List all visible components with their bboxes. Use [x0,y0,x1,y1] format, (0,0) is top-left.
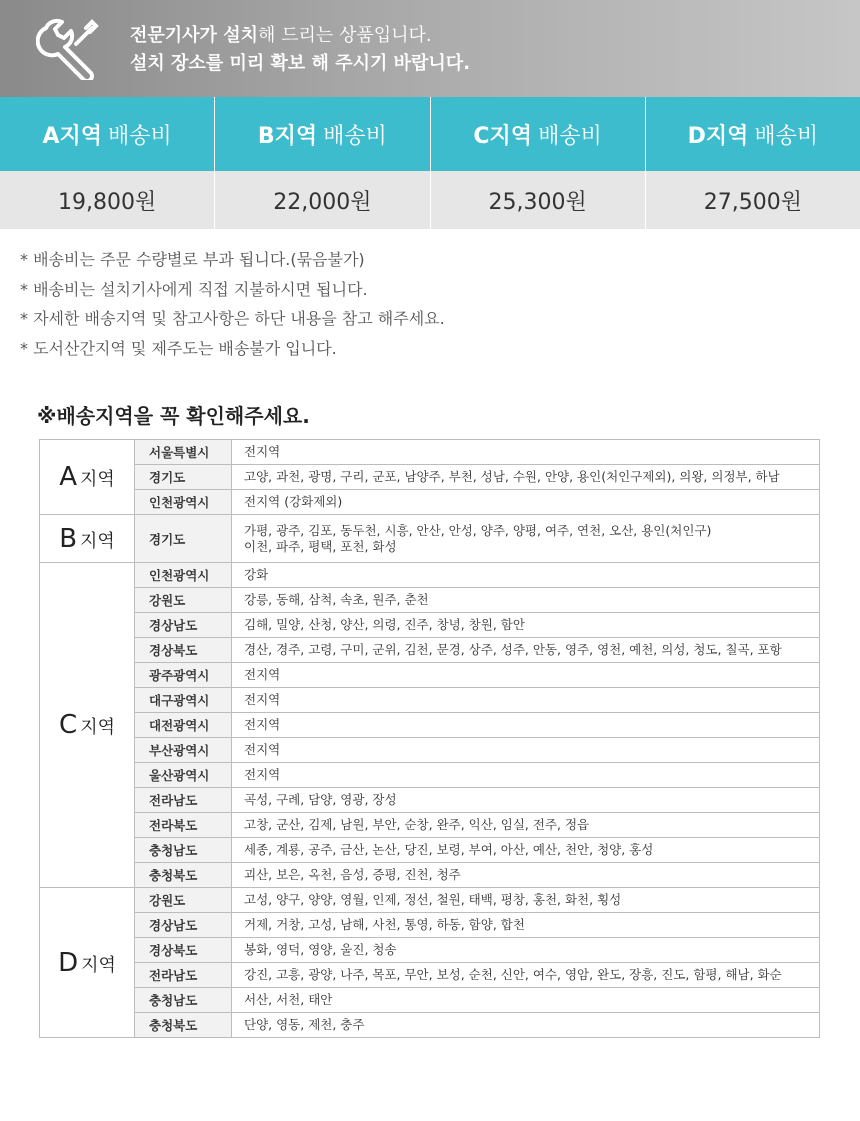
table-row [40,490,820,515]
area-text: 전지역 [244,667,281,682]
area-cell [232,838,820,863]
area-cell [232,813,820,838]
area-text: 전지역 [244,717,281,732]
area-cell [232,613,820,638]
area-text: 고양, 과천, 광명, 구리, 군포, 남양주, 부천, 성남, 수원, 안양, 용인(처인구제외), 의왕, 의정부, 하남 [244,469,780,484]
install-notice-banner [0,0,860,97]
table-row [40,588,820,613]
area-text: 경산, 경주, 고령, 구미, 군위, 김천, 문경, 상주, 성주, 안동, 영주, 영천, 예천, 의성, 청도, 칠곡, 포항 [244,642,782,657]
area-cell [232,763,820,788]
area-cell [232,663,820,688]
table-row [40,788,820,813]
province-cell: 대구광역시 [135,688,232,713]
province-cell: 경기도 [135,465,232,490]
area-cell [232,863,820,888]
table-row [40,1013,820,1038]
area-text: 강릉, 동해, 삼척, 속초, 원주, 춘천 [244,592,429,607]
fee-value-a: 19,800원 [0,171,215,229]
table-row [40,638,820,663]
zone-suffix: 지역 [80,530,115,552]
note-item: * 도서산간지역 및 제주도는 배송불가 입니다. [20,338,337,358]
area-cell [232,440,820,465]
area-text: 봉화, 영덕, 영양, 울진, 청송 [244,942,397,957]
area-text: 강진, 고흥, 광양, 나주, 목포, 무안, 보성, 순천, 신안, 여수, 영암, 완도, 장흥, 진도, 함평, 해남, 화순 [244,967,782,982]
province-cell: 광주광역시 [135,663,232,688]
area-cell [232,738,820,763]
table-row [40,888,820,913]
table-row [40,440,820,465]
table-row [40,963,820,988]
table-row [40,613,820,638]
area-cell [232,788,820,813]
area-cell [232,963,820,988]
province-cell: 인천광역시 [135,490,232,515]
table-row [40,988,820,1013]
area-text: 괴산, 보은, 옥천, 음성, 증평, 진천, 청주 [244,867,461,882]
area-text: 이천, 파주, 평택, 포천, 화성 [244,538,397,554]
area-text: 고창, 군산, 김제, 남원, 부안, 순창, 완주, 익산, 임실, 전주, 정읍 [244,817,590,832]
province-cell: 울산광역시 [135,763,232,788]
table-row [40,863,820,888]
province-cell: 충청북도 [135,1013,232,1038]
area-text: 서산, 서천, 태안 [244,992,333,1007]
province-cell: 경상북도 [135,638,232,663]
province-cell: 전라남도 [135,963,232,988]
province-cell: 인천광역시 [135,563,232,588]
area-text: 전지역 [244,742,281,757]
area-cell [232,490,820,515]
delivery-region-table [39,439,820,1038]
fee-header-b: B지역 배송비 [215,97,430,171]
zone-suffix: 지역 [80,469,115,490]
area-text: 강화 [244,567,269,582]
area-text: 전지역 [244,767,281,782]
province-cell: 충청남도 [135,838,232,863]
area-text: 곡성, 구례, 담양, 영광, 장성 [244,792,397,807]
province-cell: 경상남도 [135,613,232,638]
zone-label-b [40,515,135,563]
zone-label-d [40,888,135,1038]
province-cell: 전라북도 [135,813,232,838]
province-cell: 부산광역시 [135,738,232,763]
zone-label-c [40,563,135,888]
province-cell: 경상남도 [135,913,232,938]
area-text: 전지역 [244,444,281,459]
province-cell: 경상북도 [135,938,232,963]
table-row [40,465,820,490]
area-cell [232,588,820,613]
area-text: 거제, 거창, 고성, 남해, 사천, 통영, 하동, 함양, 합천 [244,917,525,932]
fee-header-row [0,97,860,171]
area-cell [232,988,820,1013]
area-cell [232,688,820,713]
province-cell: 서울특별시 [135,440,232,465]
fee-header-c: C지역 배송비 [431,97,646,171]
table-row [40,738,820,763]
table-row [40,515,820,563]
area-text: 전지역 [244,692,281,707]
shipping-notes [20,245,445,363]
area-text: 가평, 광주, 김포, 동두천, 시흥, 안산, 안성, 양주, 양평, 여주, 연천, 오산, 용인(처인구) [244,522,712,538]
province-cell: 대전광역시 [135,713,232,738]
note-item: * 배송비는 설치기사에게 직접 지불하시면 됩니다. [20,279,368,299]
banner-line-2: 설치 장소를 미리 확보 해 주시기 바랍니다. [130,53,471,74]
area-text: 김해, 밀양, 산청, 양산, 의령, 진주, 창녕, 창원, 함안 [244,617,525,632]
zone-suffix: 지역 [80,717,115,738]
table-row [40,838,820,863]
province-cell: 전라남도 [135,788,232,813]
area-cell [232,913,820,938]
area-cell [232,1013,820,1038]
area-cell [232,563,820,588]
zone-letter: C [59,710,78,740]
table-row [40,713,820,738]
area-text: 세종, 계룡, 공주, 금산, 논산, 당진, 보령, 부여, 아산, 예산, 천안, 청양, 홍성 [244,842,654,857]
area-cell [232,515,820,563]
fee-value-d: 27,500원 [703,189,802,215]
province-cell: 충청남도 [135,988,232,1013]
zone-letter: D [58,947,79,978]
table-row [40,813,820,838]
fee-value-b: 22,000원 [215,171,430,229]
area-text: 단양, 영동, 제천, 충주 [244,1017,365,1032]
area-text: 전지역 (강화제외) [244,494,343,509]
province-cell: 경기도 [135,515,232,563]
zone-label-a [40,440,135,515]
fee-header-a: A지역 배송비 [0,97,215,171]
area-cell [232,638,820,663]
area-text: 고성, 양구, 양양, 영월, 인제, 정선, 철원, 태백, 평창, 홍천, 화천, 횡성 [244,892,622,907]
table-row [40,913,820,938]
wrench-icon [36,14,102,80]
area-cell [232,465,820,490]
province-cell: 충청북도 [135,863,232,888]
area-cell [232,938,820,963]
fee-value-row [0,171,860,229]
fee-header-d: D지역 배송비 [687,123,819,149]
table-row [40,938,820,963]
fee-value-c: 25,300원 [431,171,646,229]
table-row [40,763,820,788]
table-row [40,563,820,588]
province-cell: 강원도 [135,888,232,913]
zone-suffix: 지역 [81,954,116,976]
note-item: * 자세한 배송지역 및 참고사항은 하단 내용을 참고 해주세요. [20,309,445,328]
banner-line-1: 전문기사가 설치해 드리는 상품입니다. [130,25,432,46]
zone-letter: B [59,523,78,554]
province-cell: 강원도 [135,588,232,613]
region-section-title: ※배송지역을 꼭 확인해주세요. [37,404,310,428]
note-item: * 배송비는 주문 수량별로 부과 됩니다.(묶음불가) [20,250,365,269]
area-cell [232,713,820,738]
table-row [40,663,820,688]
table-row [40,688,820,713]
shipping-fee-table [0,97,860,229]
zone-letter: A [59,462,77,492]
area-cell [232,888,820,913]
